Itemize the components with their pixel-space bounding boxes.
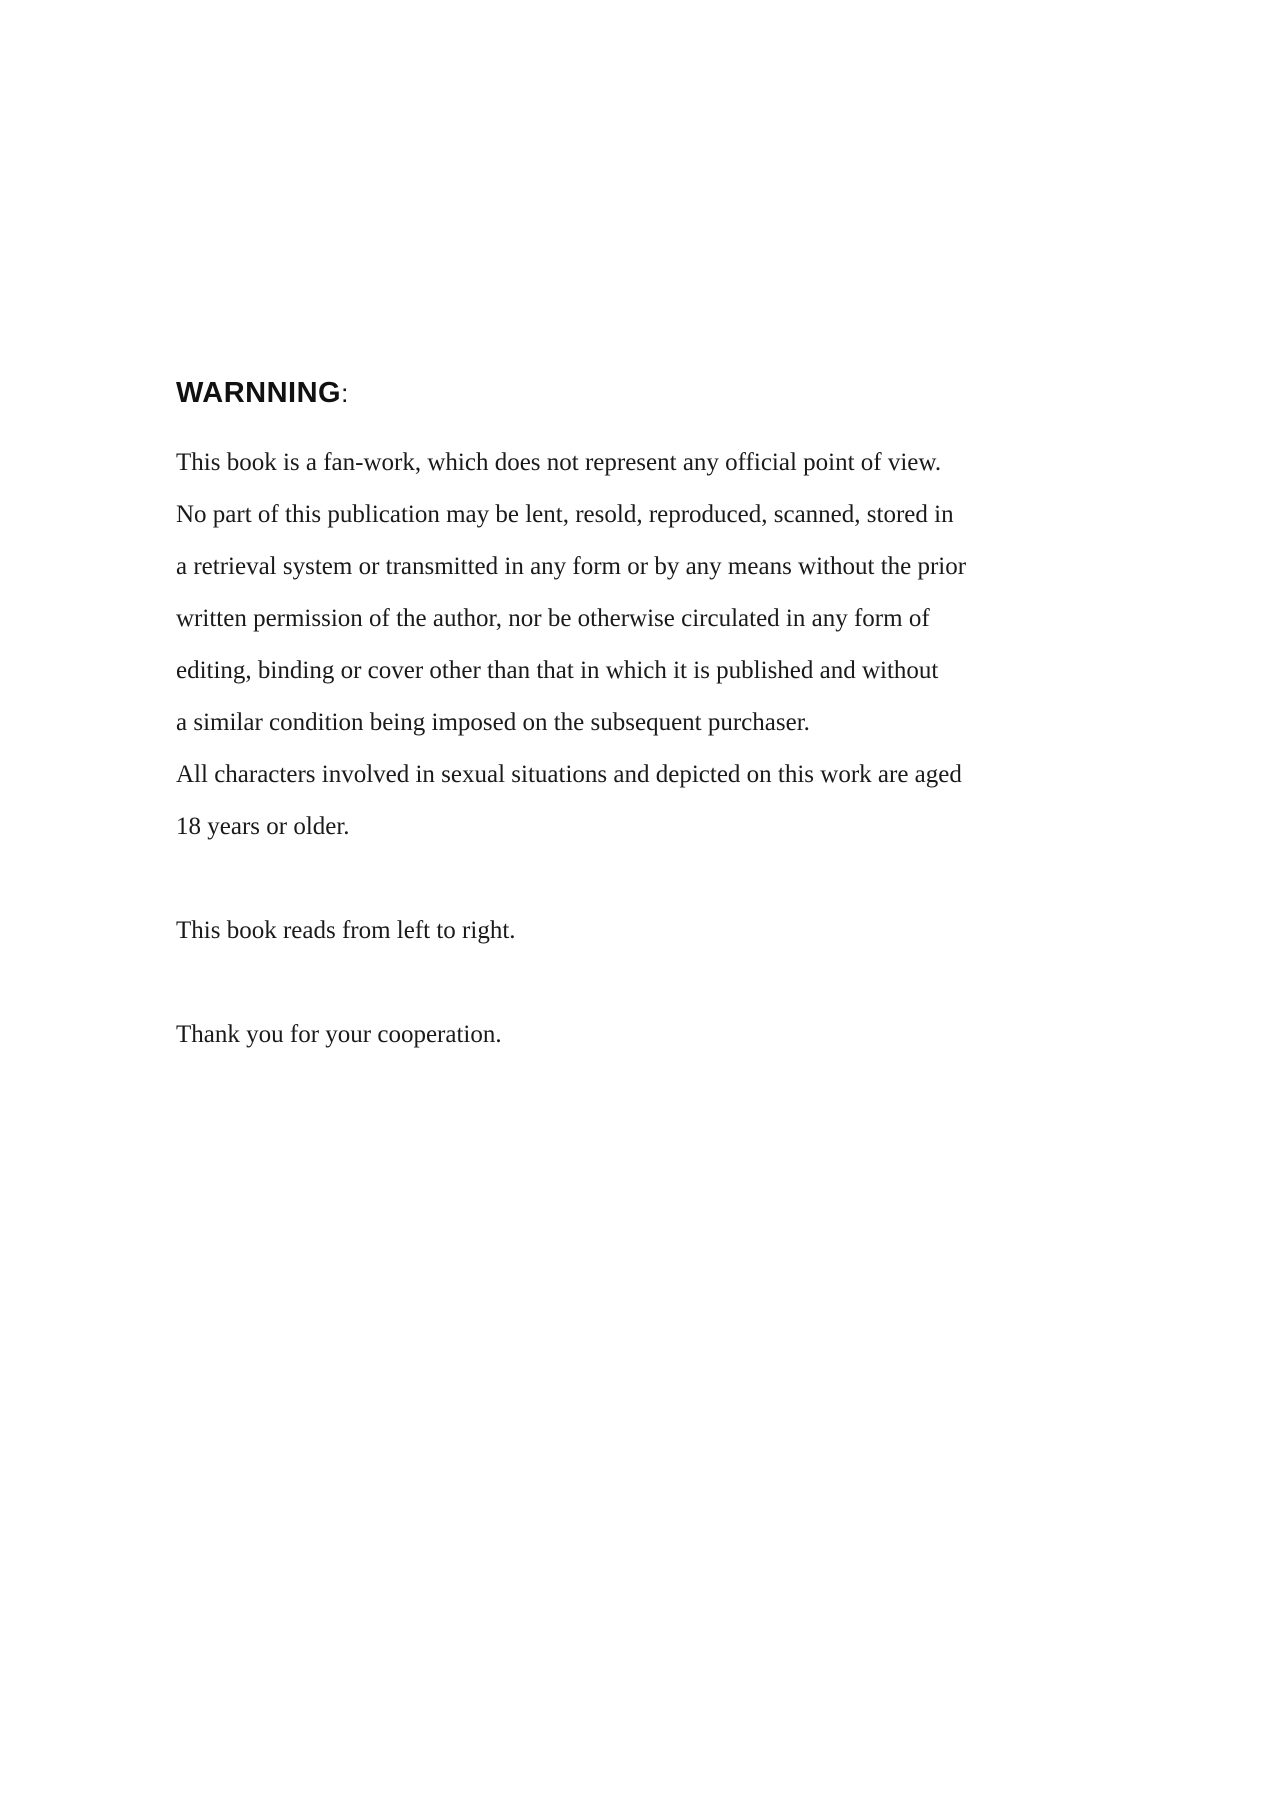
disclaimer-line: written permission of the author, nor be otherwise circulated in any form of (176, 605, 930, 632)
disclaimer-line: No part of this publication may be lent, resold, reproduced, scanned, stored in (176, 501, 954, 528)
closing-note: Thank you for your cooperation. (176, 1021, 502, 1048)
warning-heading-text: WARNNING (176, 377, 342, 409)
disclaimer-line: editing, binding or cover other than that in which it is published and without (176, 657, 939, 684)
disclaimer-line: 18 years or older. (176, 813, 350, 840)
disclaimer-line: a retrieval system or transmitted in any form or by any means without the prior (176, 553, 967, 580)
disclaimer-line: This book is a fan-work, which does not represent any official point of view. (176, 449, 942, 476)
warning-section (176, 376, 1126, 1061)
disclaimer-line: a similar condition being imposed on the subsequent purchaser. (176, 709, 810, 736)
warning-heading-colon: : (341, 378, 349, 408)
warning-heading (176, 376, 1126, 410)
disclaimer-line: All characters involved in sexual situations and depicted on this work are aged (176, 761, 962, 788)
reading-direction-note: This book reads from left to right. (176, 917, 516, 944)
